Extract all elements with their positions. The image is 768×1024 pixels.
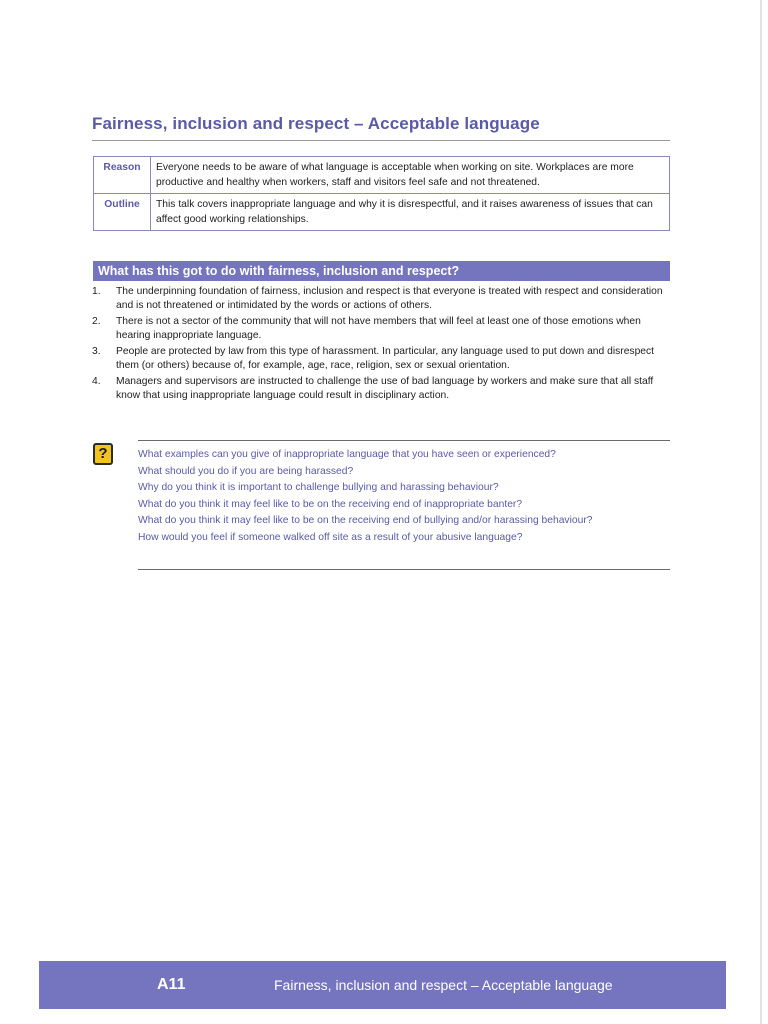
questions-bottom-divider xyxy=(138,569,670,570)
list-item-number: 1. xyxy=(92,286,101,297)
list-item-text: There is not a sector of the community that will not have members that will feel at least one of those emotions when hearing inappropriate language. xyxy=(116,316,641,341)
reason-label: Reason xyxy=(94,157,151,194)
list-item-number: 4. xyxy=(92,376,101,387)
question-item: What do you think it may feel like to be on the receiving end of inappropriate banter? xyxy=(138,498,523,510)
page-footer xyxy=(39,961,726,1009)
list-item-number: 3. xyxy=(92,346,101,357)
list-item-text: The underpinning foundation of fairness, inclusion and respect is that everyone is treated with respect and consideration and is not threatened or intimidated by the words or actions of others. xyxy=(116,286,663,311)
question-mark-icon: ? xyxy=(93,443,113,465)
title-divider xyxy=(92,140,670,141)
footer-code: A11 xyxy=(157,976,186,993)
reason-outline-table xyxy=(93,156,670,231)
questions-top-divider xyxy=(138,440,670,441)
list-item-text: Managers and supervisors are instructed to challenge the use of bad language by workers and make sure that all staff know that using inappropriate language could result in disciplinary action. xyxy=(116,376,654,401)
question-item: What examples can you give of inappropriate language that you have seen or experienced? xyxy=(138,449,556,460)
discussion-questions xyxy=(138,448,670,547)
list-item xyxy=(92,315,672,342)
section-heading: What has this got to do with fairness, inclusion and respect? xyxy=(93,261,670,281)
footer-title: Fairness, inclusion and respect – Acceptable language xyxy=(274,977,613,993)
table-row-reason xyxy=(94,157,670,194)
table-row-outline xyxy=(94,194,670,231)
points-list xyxy=(92,285,672,405)
question-item: How would you feel if someone walked off site as a result of your abusive language? xyxy=(138,531,523,543)
list-item xyxy=(92,345,672,372)
page-title: Fairness, inclusion and respect – Acceptable language xyxy=(92,114,540,133)
question-item: What should you do if you are being harassed? xyxy=(138,465,354,477)
outline-label: Outline xyxy=(94,194,151,231)
list-item xyxy=(92,375,672,402)
reason-text: Everyone needs to be aware of what language is acceptable when working on site. Workplaces are more productive and healthy when workers, staff and visitors feel safe and not threatened. xyxy=(151,157,670,194)
question-item: Why do you think it is important to challenge bullying and harassing behaviour? xyxy=(138,482,499,493)
question-item: What do you think it may feel like to be on the receiving end of bullying and/or harassing behaviour? xyxy=(138,515,593,526)
list-item-text: People are protected by law from this type of harassment. In particular, any language used to put down and disrespect them (or others) because of, for example, age, race, religion, sex or sexual orientation. xyxy=(116,346,655,371)
list-item xyxy=(92,285,672,312)
list-item-number: 2. xyxy=(92,316,101,327)
page-edge xyxy=(760,0,762,1024)
outline-text: This talk covers inappropriate language and why it is disrespectful, and it raises awareness of issues that can affect good working relationships. xyxy=(151,194,670,231)
